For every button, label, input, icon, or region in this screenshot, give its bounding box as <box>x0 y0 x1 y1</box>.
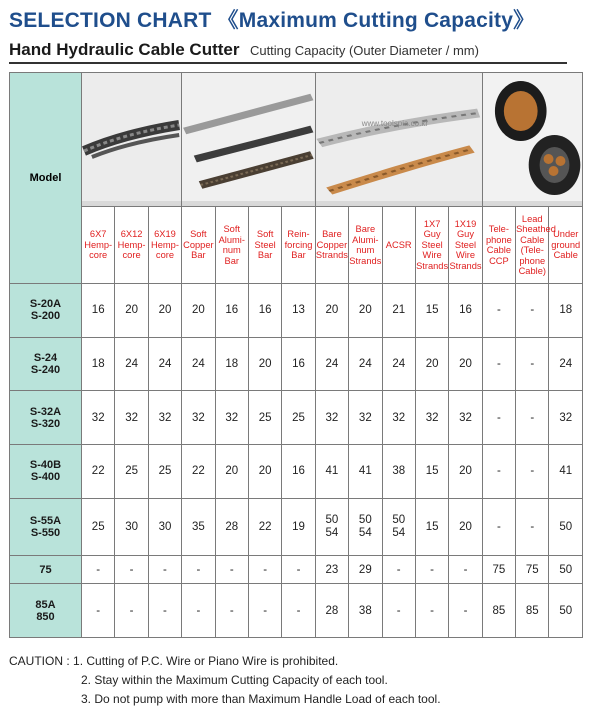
capacity-cell: 32 <box>415 391 448 445</box>
cable-image <box>482 73 582 207</box>
caution-item: 2. Stay within the Maximum Cutting Capacity of each tool. <box>81 673 388 687</box>
capacity-cell: 24 <box>549 337 583 391</box>
col-header: Tele-phone Cable CCP <box>482 207 515 284</box>
capacity-cell: 20 <box>449 498 482 556</box>
capacity-cell: 28 <box>215 498 248 556</box>
model-cell <box>10 284 82 338</box>
capacity-cell: 38 <box>382 444 415 498</box>
capacity-cell: 25 <box>82 498 115 556</box>
capacity-cell: - <box>82 556 115 584</box>
model-name: S-32A <box>29 405 62 418</box>
capacity-cell: 50 <box>549 498 583 556</box>
capacity-cell: - <box>516 444 549 498</box>
chart-title <box>9 4 534 34</box>
capacity-cell: 32 <box>148 391 181 445</box>
model-cell <box>10 444 82 498</box>
capacity-cell: 15 <box>415 444 448 498</box>
capacity-cell: 24 <box>182 337 215 391</box>
capacity-cell: 16 <box>282 337 315 391</box>
model-name: S-240 <box>30 363 61 376</box>
wire-rope-image <box>82 73 182 207</box>
capacity-cell: 24 <box>115 337 148 391</box>
capacity-cell: 41 <box>549 444 583 498</box>
capacity-cell: - <box>482 337 515 391</box>
model-name: 85A <box>35 598 56 611</box>
capacity-cell: - <box>215 556 248 584</box>
capacity-cell: - <box>449 584 482 638</box>
capacity-cell: 32 <box>215 391 248 445</box>
caution-item: 1. Cutting of P.C. Wire or Piano Wire is prohibited. <box>73 654 339 668</box>
table-row <box>10 556 583 584</box>
capacity-cell: 29 <box>349 556 382 584</box>
capacity-cell: - <box>148 584 181 638</box>
column-header-row <box>10 207 583 284</box>
capacity-cell: 15 <box>415 284 448 338</box>
model-cell <box>10 337 82 391</box>
capacity-cell: 50 54 <box>315 498 348 556</box>
capacity-cell: - <box>482 284 515 338</box>
capacity-cell: - <box>415 584 448 638</box>
capacity-cell: 22 <box>82 444 115 498</box>
capacity-cell: 25 <box>248 391 281 445</box>
capacity-cell: 20 <box>415 337 448 391</box>
capacity-cell: - <box>248 584 281 638</box>
capacity-cell: 28 <box>315 584 348 638</box>
col-header: 1X7 Guy Steel Wire Strands <box>415 207 448 284</box>
capacity-cell: - <box>482 391 515 445</box>
strand-icon <box>316 73 482 201</box>
capacity-cell: - <box>248 556 281 584</box>
capacity-cell: 75 <box>516 556 549 584</box>
capacity-cell: 35 <box>182 498 215 556</box>
product-name: Hand Hydraulic Cable Cutter <box>9 40 240 59</box>
caution-line <box>9 690 441 709</box>
col-header: Under ground Cable <box>549 207 583 284</box>
capacity-cell: - <box>415 556 448 584</box>
table-row <box>10 444 583 498</box>
title-paren: 《Maximum Cutting Capacity》 <box>217 9 535 32</box>
capacity-cell: - <box>215 584 248 638</box>
capacity-cell: 20 <box>349 284 382 338</box>
col-header: Soft Copper Bar <box>182 207 215 284</box>
capacity-cell: 13 <box>282 284 315 338</box>
capacity-cell: 85 <box>516 584 549 638</box>
capacity-cell: - <box>115 556 148 584</box>
capacity-cell: 41 <box>315 444 348 498</box>
capacity-cell: 21 <box>382 284 415 338</box>
model-name: S-400 <box>30 471 61 484</box>
capacity-cell: 24 <box>349 337 382 391</box>
model-name: S-20A <box>29 298 62 311</box>
model-name: 850 <box>36 610 55 623</box>
col-header: Bare Alumi-num Strands <box>349 207 382 284</box>
caution-line <box>9 652 441 671</box>
capacity-cell: 50 54 <box>382 498 415 556</box>
capacity-cell: - <box>182 556 215 584</box>
cable-icon <box>483 73 582 201</box>
col-header: ACSR <box>382 207 415 284</box>
model-name: S-40B <box>29 459 62 472</box>
capacity-cell: 16 <box>82 284 115 338</box>
capacity-cell: 16 <box>215 284 248 338</box>
capacity-cell: 32 <box>182 391 215 445</box>
col-header: 6X19 Hemp-core <box>148 207 181 284</box>
capacity-cell: 20 <box>449 444 482 498</box>
capacity-cell: 20 <box>215 444 248 498</box>
capacity-cell: - <box>115 584 148 638</box>
capacity-cell: 32 <box>549 391 583 445</box>
capacity-cell: 85 <box>482 584 515 638</box>
col-header: 6X12 Hemp-core <box>115 207 148 284</box>
capacity-cell: 38 <box>349 584 382 638</box>
table-row <box>10 391 583 445</box>
caution-item: 3. Do not pump with more than Maximum Handle Load of each tool. <box>81 692 441 706</box>
capacity-cell: 50 <box>549 584 583 638</box>
capacity-cell: 20 <box>449 337 482 391</box>
capacity-cell: 18 <box>82 337 115 391</box>
capacity-cell: - <box>516 498 549 556</box>
capacity-cell: - <box>282 556 315 584</box>
model-cell <box>10 498 82 556</box>
model-name: 75 <box>39 563 52 576</box>
capacity-cell: 22 <box>182 444 215 498</box>
capacity-cell: 24 <box>315 337 348 391</box>
caution-notes <box>9 652 441 709</box>
model-name: S-550 <box>30 526 61 539</box>
capacity-cell: 25 <box>282 391 315 445</box>
capacity-cell: 25 <box>115 444 148 498</box>
capacity-cell: - <box>82 584 115 638</box>
model-cell <box>10 584 82 638</box>
capacity-cell: 32 <box>449 391 482 445</box>
capacity-cell: 32 <box>382 391 415 445</box>
col-header: Bare Copper Strands <box>315 207 348 284</box>
capacity-cell: - <box>182 584 215 638</box>
model-cell <box>10 556 82 584</box>
table-body <box>10 284 583 638</box>
capacity-cell: - <box>449 556 482 584</box>
capacity-cell: 75 <box>482 556 515 584</box>
capacity-cell: - <box>382 556 415 584</box>
capacity-cell: 20 <box>115 284 148 338</box>
capacity-cell: 20 <box>148 284 181 338</box>
capacity-cell: 32 <box>115 391 148 445</box>
bar-icon <box>182 73 315 201</box>
model-name: S-55A <box>29 514 62 527</box>
model-header: Model <box>10 73 82 284</box>
capacity-cell: 32 <box>82 391 115 445</box>
capacity-cell: 25 <box>148 444 181 498</box>
capacity-cell: 32 <box>349 391 382 445</box>
capacity-cell: 32 <box>315 391 348 445</box>
table-row <box>10 337 583 391</box>
col-header: 1X19 Guy Steel Wire Strands <box>449 207 482 284</box>
capacity-cell: 24 <box>148 337 181 391</box>
title-prefix: SELECTION CHART <box>9 9 212 32</box>
capacity-cell: 16 <box>449 284 482 338</box>
selection-table <box>9 72 583 638</box>
model-name: S-24 <box>33 351 58 364</box>
capacity-cell: 16 <box>282 444 315 498</box>
wire-rope-icon <box>82 73 181 201</box>
caution-label: CAUTION : <box>9 654 70 668</box>
table-row <box>10 498 583 556</box>
col-header: Soft Steel Bar <box>248 207 281 284</box>
capacity-cell: 41 <box>349 444 382 498</box>
capacity-cell: - <box>482 444 515 498</box>
capacity-cell: 18 <box>549 284 583 338</box>
capacity-cell: 18 <box>215 337 248 391</box>
capacity-cell: 19 <box>282 498 315 556</box>
capacity-cell: - <box>382 584 415 638</box>
table-row <box>10 584 583 638</box>
capacity-cell: - <box>482 498 515 556</box>
col-header: Lead Sheathed Cable (Tele-phone Cable) <box>516 207 549 284</box>
model-name: S-320 <box>30 417 61 430</box>
model-cell <box>10 391 82 445</box>
capacity-unit-note: Cutting Capacity (Outer Diameter / mm) <box>249 43 479 58</box>
table-row <box>10 284 583 338</box>
image-row <box>10 73 583 207</box>
capacity-cell: 22 <box>248 498 281 556</box>
capacity-cell: 15 <box>415 498 448 556</box>
watermark: www.toolspia.co.kr <box>361 119 428 128</box>
capacity-cell: - <box>516 284 549 338</box>
capacity-cell: - <box>148 556 181 584</box>
capacity-cell: - <box>516 391 549 445</box>
capacity-cell: - <box>516 337 549 391</box>
model-name: S-200 <box>30 310 61 323</box>
capacity-cell: 20 <box>182 284 215 338</box>
caution-line <box>9 671 441 690</box>
capacity-cell: 30 <box>148 498 181 556</box>
col-header: 6X7 Hemp-core <box>82 207 115 284</box>
capacity-cell: 30 <box>115 498 148 556</box>
col-header: Rein-forcing Bar <box>282 207 315 284</box>
capacity-cell: 23 <box>315 556 348 584</box>
capacity-cell: 16 <box>248 284 281 338</box>
capacity-cell: 20 <box>315 284 348 338</box>
capacity-cell: - <box>282 584 315 638</box>
col-header: Soft Alumi-num Bar <box>215 207 248 284</box>
capacity-cell: 50 <box>549 556 583 584</box>
capacity-cell: 20 <box>248 337 281 391</box>
bar-image <box>182 73 316 207</box>
subtitle-bar <box>9 40 567 64</box>
capacity-cell: 50 54 <box>349 498 382 556</box>
capacity-cell: 20 <box>248 444 281 498</box>
capacity-cell: 24 <box>382 337 415 391</box>
strand-image <box>315 73 482 207</box>
